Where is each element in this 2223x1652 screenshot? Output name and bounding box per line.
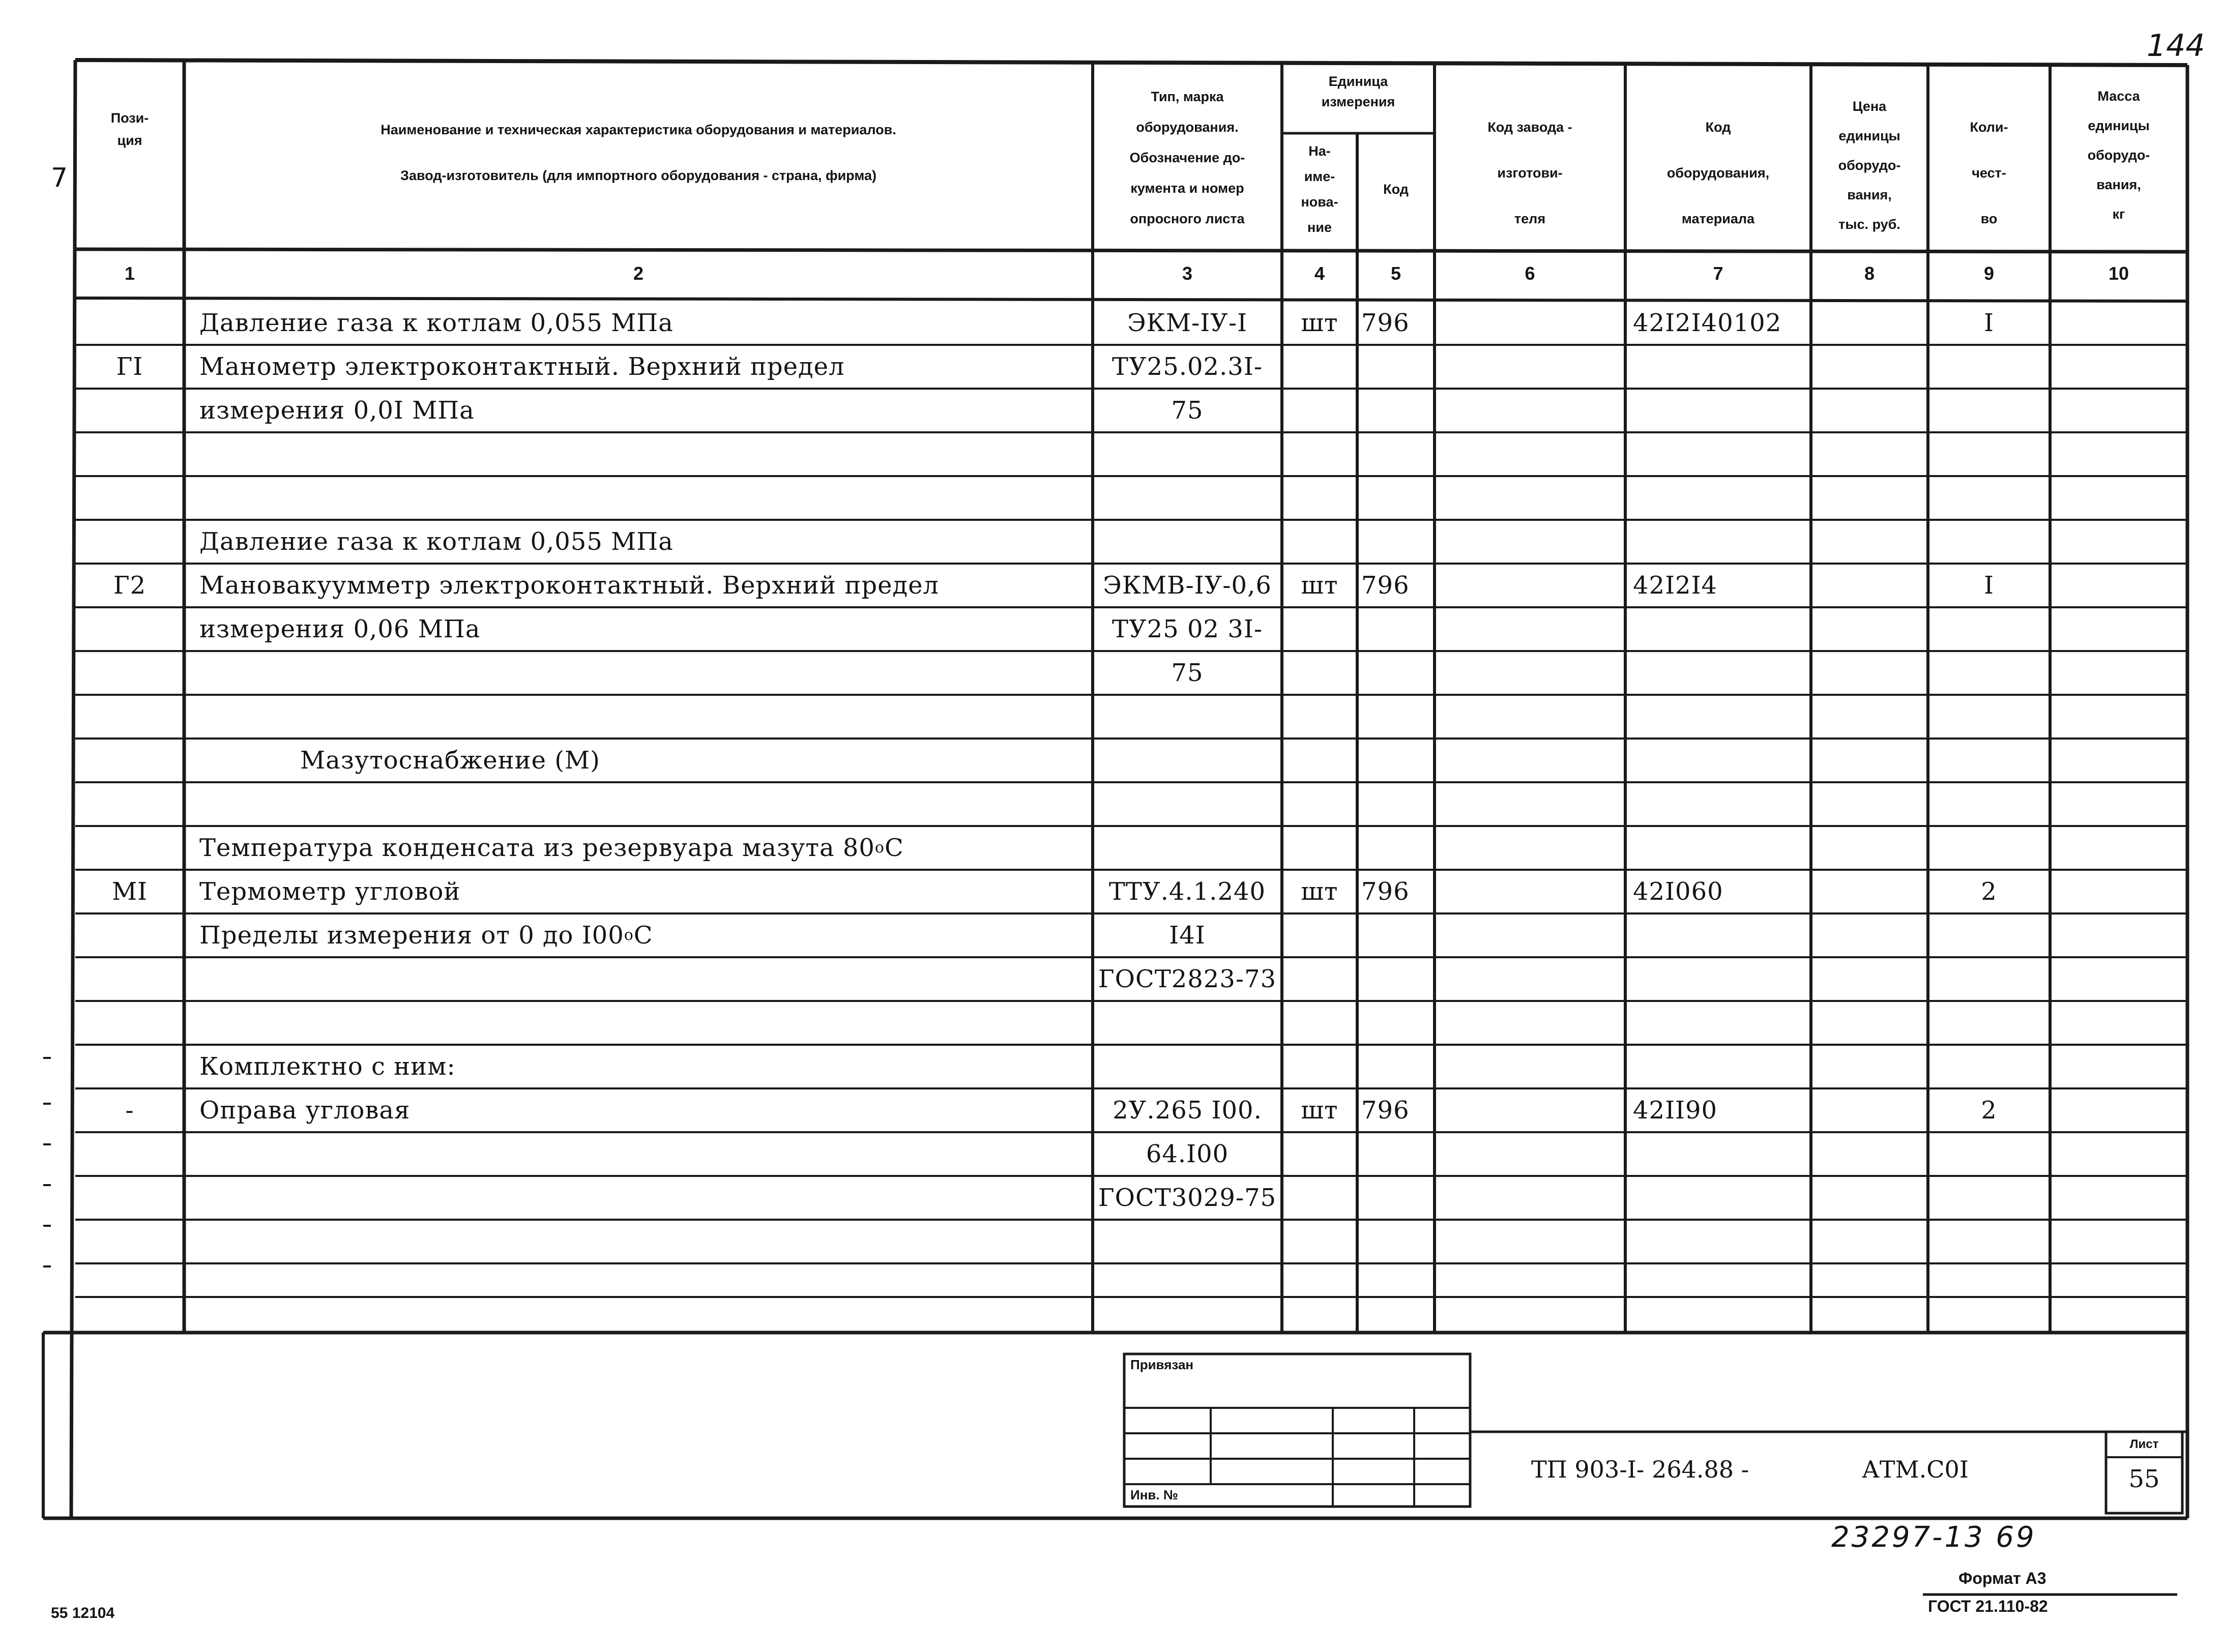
stamp-privyazan: Привязан <box>1130 1357 1194 1372</box>
cell-unit <box>1282 432 1357 476</box>
cell-unit <box>1282 1001 1357 1045</box>
cell-pos <box>75 607 184 651</box>
cell-name <box>199 782 1093 826</box>
cell-pos: - <box>125 1096 134 1125</box>
header-quantity: Коли- чест- во <box>1970 120 2008 226</box>
cell-pos <box>75 1263 184 1307</box>
cell-qty <box>1928 957 2050 1001</box>
column-number: 10 <box>2108 263 2129 284</box>
cell-code <box>1361 913 1435 957</box>
cell-code <box>1361 1263 1435 1307</box>
cell-price <box>1811 1176 1928 1220</box>
cell-qty <box>1928 432 2050 476</box>
cell-equip: 42I2I4 <box>1633 571 1718 600</box>
cell-pos <box>75 1176 184 1220</box>
cell-price <box>1811 826 1928 870</box>
cell-plant <box>1435 739 1625 782</box>
cell-price <box>1811 301 1928 345</box>
cell-code <box>1361 607 1435 651</box>
cell-pos: Г2 <box>113 571 147 600</box>
cell-unit: шт <box>1301 309 1338 337</box>
cell-code: 796 <box>1361 309 1410 337</box>
handwritten-number: 23297-13 69 <box>1831 1521 2036 1554</box>
header-mass: Масса единицы оборудо- вания, кг <box>2087 88 2150 222</box>
cell-type <box>1093 476 1282 520</box>
cell-code <box>1361 695 1435 739</box>
cell-equip <box>1633 345 1811 389</box>
cell-unit <box>1282 1263 1357 1307</box>
cell-mass <box>2050 432 2187 476</box>
cell-type: 64.I00 <box>1146 1140 1229 1168</box>
cell-qty <box>1928 695 2050 739</box>
cell-unit <box>1282 1045 1357 1088</box>
column-number: 1 <box>124 263 135 284</box>
cell-plant <box>1435 695 1625 739</box>
column-number: 3 <box>1182 263 1193 284</box>
cell-pos <box>75 1132 184 1176</box>
cell-qty <box>1928 1045 2050 1088</box>
cell-name: Давление газа к котлам 0,055 МПа <box>199 527 674 556</box>
header-plant-code: Код завода - изготови- теля <box>1487 120 1572 226</box>
cell-equip <box>1633 1001 1811 1045</box>
column-number: 8 <box>1864 263 1875 284</box>
cell-name: Температура конденсата из резервуара мазута 80 о С <box>199 834 904 862</box>
cell-mass <box>2050 782 2187 826</box>
cell-unit <box>1282 1132 1357 1176</box>
cell-plant <box>1435 389 1625 432</box>
cell-name <box>199 476 1093 520</box>
cell-type: 75 <box>1171 659 1204 687</box>
cell-plant <box>1435 1001 1625 1045</box>
cell-mass <box>2050 651 2187 695</box>
cell-plant <box>1435 1132 1625 1176</box>
cell-name <box>199 432 1093 476</box>
cell-mass <box>2050 1001 2187 1045</box>
column-number: 4 <box>1314 263 1325 284</box>
header-price: Цена единицы оборудо- вания, тыс. руб. <box>1838 99 1901 232</box>
cell-qty <box>1928 520 2050 564</box>
cell-pos <box>75 651 184 695</box>
cell-equip <box>1633 957 1811 1001</box>
cell-mass <box>2050 476 2187 520</box>
cell-code <box>1361 1176 1435 1220</box>
cell-plant <box>1435 432 1625 476</box>
cell-unit <box>1282 1307 1357 1351</box>
cell-code <box>1361 1001 1435 1045</box>
cell-mass <box>2050 1088 2187 1132</box>
stamp-inventory-number: Инв. № <box>1130 1487 1178 1502</box>
cell-qty <box>1928 476 2050 520</box>
cell-equip <box>1633 1307 1811 1351</box>
cell-price <box>1811 1001 1928 1045</box>
cell-qty <box>1928 782 2050 826</box>
cell-equip <box>1633 739 1811 782</box>
cell-mass <box>2050 520 2187 564</box>
header-unit-name: На- име- нова- ние <box>1301 143 1338 235</box>
cell-equip <box>1633 607 1811 651</box>
cell-pos <box>75 1307 184 1351</box>
cell-name <box>199 1220 1093 1263</box>
cell-mass <box>2050 695 2187 739</box>
cell-type <box>1093 520 1282 564</box>
cell-mass <box>2050 870 2187 913</box>
cell-qty <box>1928 913 2050 957</box>
column-number: 6 <box>1525 263 1535 284</box>
cell-qty <box>1928 1220 2050 1263</box>
cell-mass <box>2050 1045 2187 1088</box>
cell-unit <box>1282 782 1357 826</box>
cell-equip <box>1633 432 1811 476</box>
cell-unit: шт <box>1301 1096 1338 1125</box>
cell-mass <box>2050 826 2187 870</box>
unit-suffix: С <box>633 921 653 950</box>
cell-pos: МI <box>111 877 148 906</box>
column-number: 2 <box>633 263 644 284</box>
cell-code <box>1361 476 1435 520</box>
cell-code <box>1361 826 1435 870</box>
document-code: ТП 903-I- 264.88 - <box>1531 1456 1749 1483</box>
cell-unit <box>1282 913 1357 957</box>
cell-qty <box>1928 651 2050 695</box>
cell-qty <box>1928 1001 2050 1045</box>
cell-plant <box>1435 1045 1625 1088</box>
header-position: Пози- ция <box>110 110 149 148</box>
cell-plant <box>1435 1307 1625 1351</box>
cell-code <box>1361 782 1435 826</box>
cell-pos <box>75 301 184 345</box>
cell-price <box>1811 870 1928 913</box>
cell-price <box>1811 345 1928 389</box>
cell-price <box>1811 1307 1928 1351</box>
cell-mass <box>2050 1176 2187 1220</box>
header-unit-code: Код <box>1383 182 1409 197</box>
cell-type <box>1093 782 1282 826</box>
cell-type: ЭКМВ-IУ-0,6 <box>1103 571 1272 600</box>
cell-type <box>1093 695 1282 739</box>
cell-price <box>1811 782 1928 826</box>
cell-equip <box>1633 1132 1811 1176</box>
cell-price <box>1811 651 1928 695</box>
cell-plant <box>1435 564 1625 607</box>
cell-code <box>1361 520 1435 564</box>
cell-name: Пределы измерения от 0 до I00 о С <box>199 921 653 950</box>
cell-qty <box>1928 607 2050 651</box>
cell-unit <box>1282 345 1357 389</box>
name-text: Температура конденсата из резервуара мазута 80 <box>199 834 875 862</box>
cell-equip: 42I060 <box>1633 877 1723 906</box>
cell-plant <box>1435 870 1625 913</box>
cell-equip <box>1633 1220 1811 1263</box>
cell-plant <box>1435 476 1625 520</box>
cell-code <box>1361 651 1435 695</box>
cell-mass <box>2050 1307 2187 1351</box>
cell-plant <box>1435 913 1625 957</box>
cell-name: Мазутоснабжение (М) <box>300 746 600 775</box>
format-label: Формат А3 <box>1958 1569 2046 1587</box>
cell-unit <box>1282 957 1357 1001</box>
cell-name <box>199 695 1093 739</box>
cell-pos <box>75 1001 184 1045</box>
cell-mass <box>2050 1263 2187 1307</box>
cell-name <box>199 957 1093 1001</box>
cell-plant <box>1435 345 1625 389</box>
cell-type: 75 <box>1171 396 1204 425</box>
cell-qty <box>1928 826 2050 870</box>
cell-pos <box>75 520 184 564</box>
cell-type <box>1093 739 1282 782</box>
cell-unit <box>1282 520 1357 564</box>
cell-pos <box>75 739 184 782</box>
column-number: 9 <box>1983 263 1995 284</box>
cell-pos: ГI <box>116 352 143 381</box>
cell-equip <box>1633 826 1811 870</box>
cell-code <box>1361 345 1435 389</box>
cell-qty: I <box>1984 571 1994 600</box>
cell-price <box>1811 739 1928 782</box>
cell-unit <box>1282 695 1357 739</box>
cell-unit <box>1282 1220 1357 1263</box>
header-type: Тип, марка оборудования. Обозначение до- кумента и номер опросного листа <box>1129 89 1245 226</box>
cell-qty: 2 <box>1981 1096 1997 1125</box>
cell-code <box>1361 1132 1435 1176</box>
cell-price <box>1811 1220 1928 1263</box>
cell-code: 796 <box>1361 877 1410 906</box>
cell-pos <box>75 389 184 432</box>
cell-mass <box>2050 564 2187 607</box>
cell-price <box>1811 1263 1928 1307</box>
cell-qty <box>1928 345 2050 389</box>
cell-name <box>199 1307 1093 1351</box>
cell-plant <box>1435 1220 1625 1263</box>
cell-name <box>199 1263 1093 1307</box>
cell-qty <box>1928 1176 2050 1220</box>
header-unit-group: Единица измерения <box>1321 74 1395 109</box>
cell-equip <box>1633 651 1811 695</box>
cell-code <box>1361 957 1435 1001</box>
cell-name: измерения 0,0I МПа <box>199 396 475 425</box>
cell-mass <box>2050 1220 2187 1263</box>
document-suffix: АТМ.С0I <box>1862 1456 1969 1483</box>
cell-plant <box>1435 957 1625 1001</box>
gost-label: ГОСТ 21.110-82 <box>1928 1597 2048 1615</box>
cell-price <box>1811 695 1928 739</box>
cell-unit <box>1282 651 1357 695</box>
cell-type: ТУ25.02.3I- <box>1112 352 1263 381</box>
cell-name: измерения 0,06 МПа <box>199 615 481 643</box>
cell-plant <box>1435 1263 1625 1307</box>
cell-qty: I <box>1984 309 1994 337</box>
cell-unit <box>1282 739 1357 782</box>
cell-equip: 42I2I40102 <box>1633 309 1782 337</box>
cell-code <box>1361 1045 1435 1088</box>
cell-price <box>1811 1088 1928 1132</box>
cell-price <box>1811 389 1928 432</box>
cell-plant <box>1435 607 1625 651</box>
cell-mass <box>2050 301 2187 345</box>
cell-price <box>1811 957 1928 1001</box>
cell-name: Оправа угловая <box>199 1096 411 1125</box>
cell-price <box>1811 564 1928 607</box>
cell-unit <box>1282 389 1357 432</box>
cell-name: Давление газа к котлам 0,055 МПа <box>199 309 674 337</box>
cell-type: ГОСТ2823-73 <box>1098 965 1277 993</box>
cell-price <box>1811 1045 1928 1088</box>
cell-unit: шт <box>1301 877 1338 906</box>
cell-name: Манометр электроконтактный. Верхний предел <box>199 352 845 381</box>
cell-equip <box>1633 913 1811 957</box>
cell-code <box>1361 739 1435 782</box>
cell-equip <box>1633 695 1811 739</box>
cell-code <box>1361 1307 1435 1351</box>
cell-price <box>1811 607 1928 651</box>
cell-price <box>1811 1132 1928 1176</box>
cell-type: 2У.265 I00. <box>1113 1096 1262 1125</box>
cell-code <box>1361 389 1435 432</box>
cell-unit <box>1282 476 1357 520</box>
cell-type: ТУ25 02 3I- <box>1112 615 1263 643</box>
unit-suffix: С <box>884 834 904 862</box>
cell-equip <box>1633 389 1811 432</box>
cell-qty <box>1928 739 2050 782</box>
cell-code: 796 <box>1361 571 1410 600</box>
cell-equip <box>1633 1176 1811 1220</box>
cell-name: Термометр угловой <box>199 877 461 906</box>
cell-plant <box>1435 826 1625 870</box>
cell-equip <box>1633 1263 1811 1307</box>
cell-type <box>1093 1001 1282 1045</box>
cell-plant <box>1435 301 1625 345</box>
cell-code <box>1361 432 1435 476</box>
cell-name <box>199 651 1093 695</box>
cell-unit <box>1282 826 1357 870</box>
cell-mass <box>2050 913 2187 957</box>
cell-type <box>1093 1045 1282 1088</box>
cell-pos <box>75 476 184 520</box>
cell-type <box>1093 1307 1282 1351</box>
cell-type: ЭКМ-IУ-I <box>1127 309 1248 337</box>
column-number: 5 <box>1390 263 1401 284</box>
name-text: Пределы измерения от 0 до I00 <box>199 921 624 950</box>
cell-plant <box>1435 520 1625 564</box>
cell-price <box>1811 520 1928 564</box>
cell-type <box>1093 826 1282 870</box>
cell-qty <box>1928 1307 2050 1351</box>
sheet-number: 55 <box>2128 1465 2160 1493</box>
cell-qty <box>1928 1263 2050 1307</box>
cell-type <box>1093 1220 1282 1263</box>
cell-type: I4I <box>1169 921 1206 950</box>
cell-unit: шт <box>1301 571 1338 600</box>
cell-pos <box>75 826 184 870</box>
cell-type: ГОСТ3029-75 <box>1098 1184 1277 1212</box>
cell-qty <box>1928 389 2050 432</box>
cell-unit <box>1282 1176 1357 1220</box>
cell-equip: 42II90 <box>1633 1096 1718 1125</box>
cell-plant <box>1435 651 1625 695</box>
cell-unit <box>1282 607 1357 651</box>
cell-code <box>1361 1220 1435 1263</box>
cell-mass <box>2050 389 2187 432</box>
cell-qty <box>1928 1132 2050 1176</box>
cell-name <box>199 1176 1093 1220</box>
cell-plant <box>1435 1176 1625 1220</box>
cell-mass <box>2050 739 2187 782</box>
cell-name <box>199 1001 1093 1045</box>
cell-price <box>1811 432 1928 476</box>
cell-plant <box>1435 1088 1625 1132</box>
cell-equip <box>1633 782 1811 826</box>
cell-price <box>1811 913 1928 957</box>
cell-pos <box>75 782 184 826</box>
cell-pos <box>75 695 184 739</box>
cell-mass <box>2050 607 2187 651</box>
cell-qty: 2 <box>1981 877 1997 906</box>
cell-name: Мановакуумметр электроконтактный. Верхний предел <box>199 571 939 600</box>
cell-equip <box>1633 476 1811 520</box>
cell-mass <box>2050 1132 2187 1176</box>
cell-code: 796 <box>1361 1096 1410 1125</box>
cell-equip <box>1633 1045 1811 1088</box>
cell-pos <box>75 957 184 1001</box>
cell-pos <box>75 913 184 957</box>
cell-type <box>1093 432 1282 476</box>
cell-mass <box>2050 957 2187 1001</box>
left-margin-mark: 7 <box>51 163 68 193</box>
sheet-label: Лист <box>2129 1437 2159 1451</box>
cell-mass <box>2050 345 2187 389</box>
column-number: 7 <box>1713 263 1723 284</box>
cell-equip <box>1633 520 1811 564</box>
cell-pos <box>75 432 184 476</box>
cell-pos <box>75 1045 184 1088</box>
cell-pos <box>75 1220 184 1263</box>
sheet-corner-number: 144 <box>2147 28 2205 64</box>
cell-name: Комплектно с ним: <box>199 1052 456 1081</box>
cell-price <box>1811 476 1928 520</box>
left-footer-code: 55 12104 <box>51 1605 115 1621</box>
cell-type <box>1093 1263 1282 1307</box>
cell-name <box>199 1132 1093 1176</box>
cell-plant <box>1435 782 1625 826</box>
header-name: Наименование и техническая характеристика оборудования и материалов. Завод-изготовитель (для импортного оборудования - страна, фирма) <box>381 122 896 183</box>
cell-type: ТТУ.4.1.240 <box>1108 877 1266 906</box>
header-equipment-code: Код оборудования, материала <box>1666 120 1770 226</box>
